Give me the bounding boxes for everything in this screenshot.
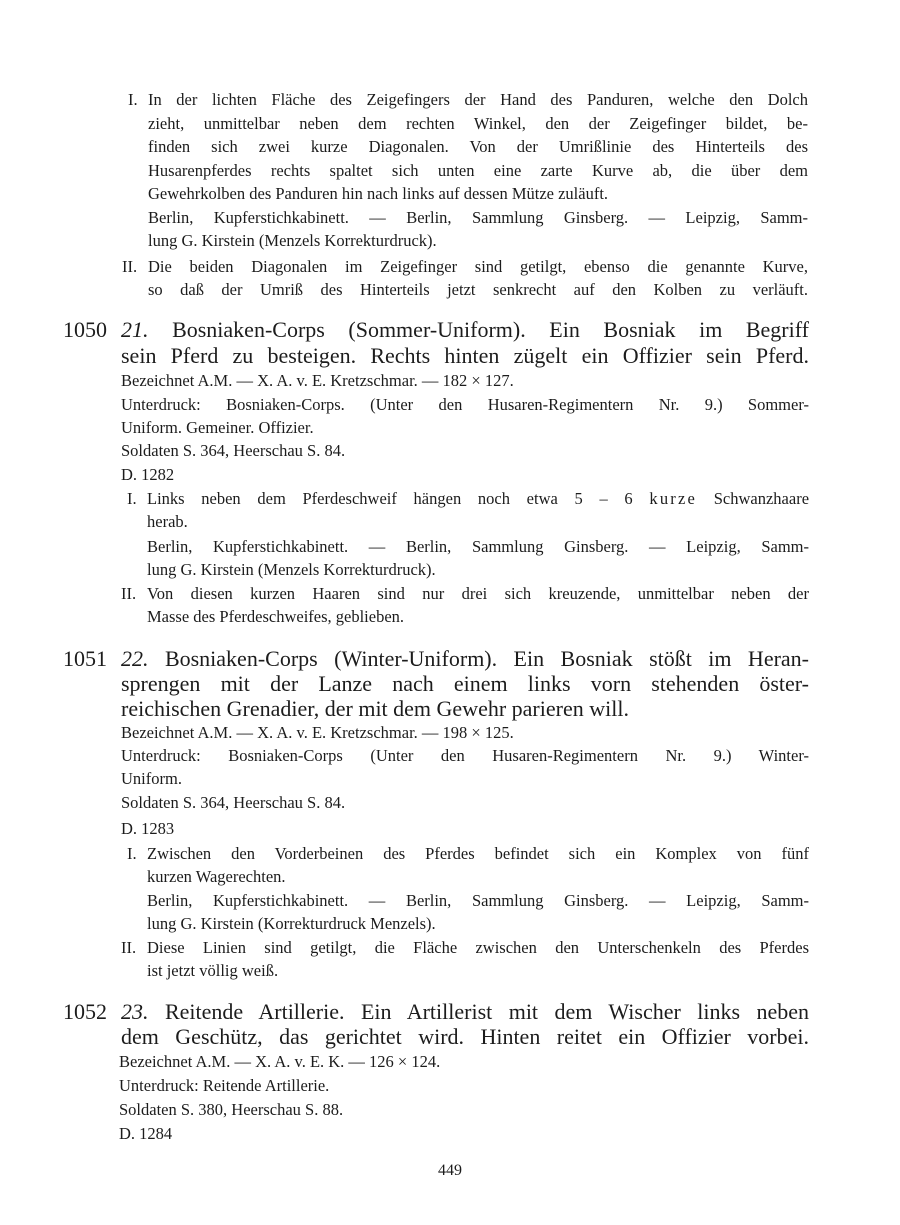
state-I-text-line: In der lichten Fläche des Zeigefingers der Hand des Panduren, welche den Dolch (148, 90, 808, 109)
state-I-label: I. (127, 489, 137, 508)
state-II-text-line: Masse des Pferdeschweifes, geblieben. (147, 607, 405, 626)
state-I-text-line: Husarenpferdes rechts spaltet sich unten eine zarte Kurve ab, die über dem (148, 161, 808, 180)
underprint-line: Uniform. Gemeiner. Offizier. (121, 418, 314, 437)
page-number: 449 (438, 1162, 462, 1179)
d-number: D. 1282 (121, 465, 175, 484)
state-I-text-line: Zwischen den Vorderbeinen des Pferdes befindet sich ein Komplex von fünf (147, 844, 809, 863)
entry-number: 1050 (63, 317, 107, 342)
state-I-location-line: lung G. Kirstein (Korrekturdruck Menzels). (147, 914, 436, 933)
state-II-label: II. (122, 257, 138, 276)
references-line: Soldaten S. 380, Heerschau S. 88. (119, 1100, 344, 1119)
entry-title-line (121, 999, 809, 1025)
d-number: D. 1284 (119, 1124, 173, 1143)
entry-number: 1052 (63, 999, 107, 1024)
signature-line: Bezeichnet A.M. — X. A. v. E. Kretzschmar. — 182 × 127. (121, 371, 514, 390)
state-I-text-line: kurzen Wagerechten. (147, 867, 286, 886)
title-text: Bosniaken-Corps (Winter-Uniform). Ein Bosniak stößt im Heran- (164, 646, 810, 671)
signature-line: Bezeichnet A.M. — X. A. v. E. Kretzschmar. — 198 × 125. (121, 723, 514, 742)
plate-number: 22. (121, 646, 149, 671)
entry-title-line: sein Pferd zu besteigen. Rechts hinten zügelt ein Offizier sein Pferd. (121, 343, 809, 368)
state-II-text-line: Die beiden Diagonalen im Zeigefinger sind getilgt, ebenso die genannte Kurve, (148, 257, 808, 276)
entry-number: 1051 (63, 646, 107, 671)
plate-number: 23. (121, 999, 149, 1024)
references-line: Soldaten S. 364, Heerschau S. 84. (121, 793, 346, 812)
state-I-text-line: herab. (147, 512, 188, 531)
state-I-label: I. (128, 90, 138, 109)
state-II-label: II. (121, 938, 137, 957)
entry-title-line (121, 646, 809, 672)
entry-title-line: sprengen mit der Lanze nach einem links vorn stehenden öster- (121, 671, 809, 696)
state-I-text-line: finden sich zwei kurze Diagonalen. Von der Umrißlinie des Hinterteils des (148, 137, 808, 156)
underprint-line: Uniform. (121, 769, 182, 788)
state-I-text-line: Gewehrkolben des Panduren hin nach links auf dessen Mütze zuläuft. (148, 184, 609, 203)
underprint-line: Unterdruck: Bosniaken-Corps. (Unter den Husaren-Regimentern Nr. 9.) Sommer- (121, 395, 809, 414)
title-text: Bosniaken-Corps (Sommer-Uniform). Ein Bosniak im Begriff (172, 317, 809, 342)
d-number: D. 1283 (121, 819, 175, 838)
state-I-text-line: zieht, unmittelbar neben dem rechten Winkel, den der Zeigefinger bildet, be- (148, 114, 808, 133)
state-II-text-line: ist jetzt völlig weiß. (147, 961, 279, 980)
spaced-emphasis: kurze (649, 489, 698, 508)
state-II-text-line: so daß der Umriß des Hinterteils jetzt senkrecht auf den Kolben zu verläuft. (148, 280, 808, 299)
state-II-text-line: Diese Linien sind getilgt, die Fläche zwischen den Unterschenkeln des Pferdes (147, 938, 809, 957)
state-I-location-line: Berlin, Kupferstichkabinett. — Berlin, Sammlung Ginsberg. — Leipzig, Samm- (147, 891, 809, 910)
entry-title-line (121, 317, 809, 343)
title-text: Reitende Artillerie. Ein Artillerist mit dem Wischer links neben (164, 999, 810, 1024)
signature-line: Bezeichnet A.M. — X. A. v. E. K. — 126 × 124. (119, 1052, 441, 1071)
state-II-label: II. (121, 584, 137, 603)
state-II-text-line: Von diesen kurzen Haaren sind nur drei sich kreuzende, unmittelbar neben der (147, 584, 809, 603)
state-I-text-line: Links neben dem Pferdeschweif hängen noch etwa 5 – 6 kurze Schwanzhaare (147, 489, 810, 508)
state-I-location-line: lung G. Kirstein (Menzels Korrekturdruck). (147, 560, 436, 579)
entry-title-line: dem Geschütz, das gerichtet wird. Hinten reitet ein Offizier vorbei. (121, 1024, 809, 1049)
state-I-location-line: Berlin, Kupferstichkabinett. — Berlin, Sammlung Ginsberg. — Leipzig, Samm- (148, 208, 808, 227)
entry-title-line: reichischen Grenadier, der mit dem Gewehr parieren will. (121, 696, 629, 721)
underprint-line: Unterdruck: Bosniaken-Corps (Unter den Husaren-Regimentern Nr. 9.) Winter- (121, 746, 809, 765)
state-I-location-line: lung G. Kirstein (Menzels Korrekturdruck). (148, 231, 437, 250)
plate-number: 21. (121, 317, 149, 342)
underprint-line: Unterdruck: Reitende Artillerie. (119, 1076, 330, 1095)
state-I-location-line: Berlin, Kupferstichkabinett. — Berlin, Sammlung Ginsberg. — Leipzig, Samm- (147, 537, 809, 556)
state-I-label: I. (127, 844, 137, 863)
references-line: Soldaten S. 364, Heerschau S. 84. (121, 441, 346, 460)
